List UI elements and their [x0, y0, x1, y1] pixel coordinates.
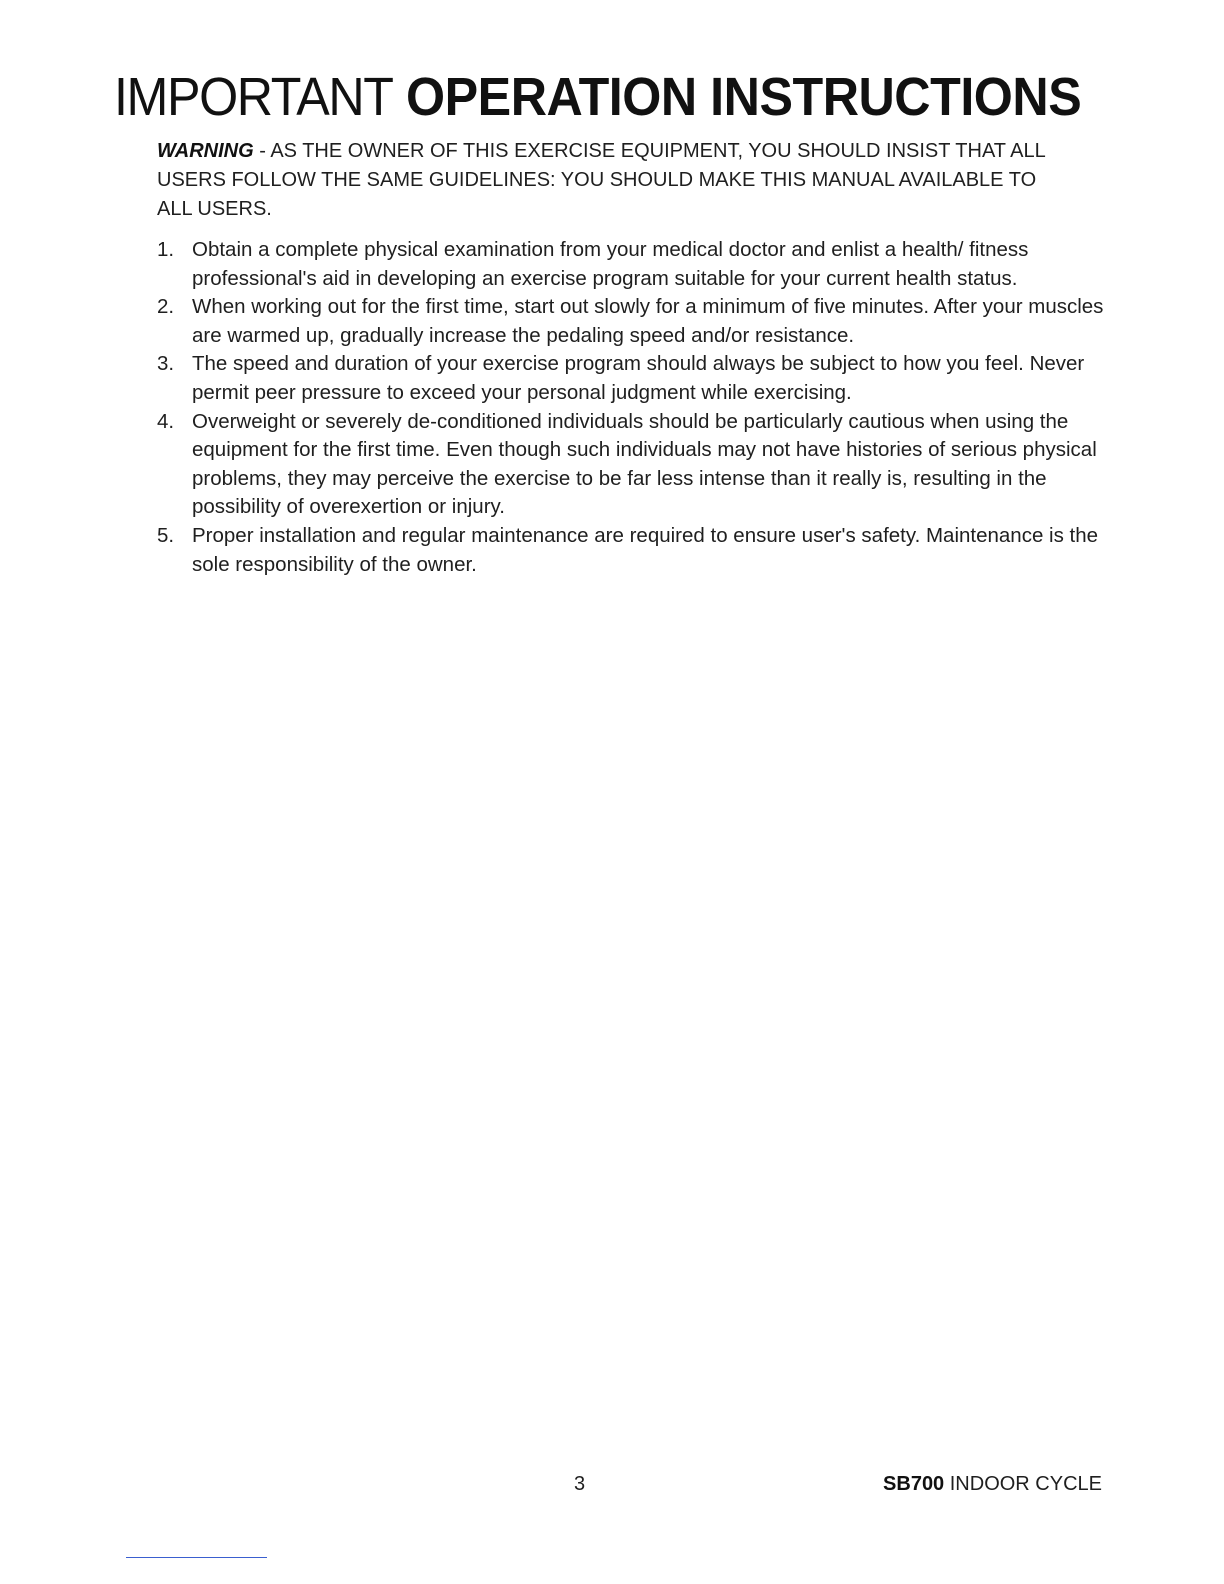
list-item [157, 293, 1107, 350]
list-item-number: 1. [157, 238, 175, 261]
list-item-number: 3. [157, 352, 175, 376]
list-item-text: The speed and duration of your exercise program should always be subject to how you feel. Never permit peer pressure to exceed your personal judgment while exercising. [192, 352, 1085, 404]
list-item-number: 2. [157, 295, 175, 319]
list-item-text: Obtain a complete physical examination from your medical doctor and enlist a health/ fitness professional's aid in developing an exercise program suitable for your current health status. [192, 238, 1029, 290]
list-item-text: When working out for the first time, start out slowly for a minimum of five minutes. After your muscles are warmed up, gradually increase the pedaling speed and/or resistance. [192, 295, 1104, 347]
instructions-list [157, 236, 1107, 579]
list-item [157, 408, 1107, 522]
warning-paragraph [157, 137, 1057, 224]
list-item-text: Overweight or severely de-conditioned individuals should be particularly cautious when using the equipment for the first time. Even though such individuals may not have histories of serious physical problems, they may perceive the exercise to be far less intense than it really is, resulting in the possibility of overexertion or injury. [192, 409, 1097, 519]
list-item-text: Proper installation and regular maintenance are required to ensure user's safety. Maintenance is the sole responsibility of the owner. [192, 523, 1099, 576]
page-title-light: IMPORTANT [114, 67, 393, 127]
footer-product-name [883, 1470, 1102, 1498]
list-item-number: 5. [157, 523, 175, 547]
warning-label: WARNING [157, 140, 254, 162]
list-item [157, 350, 1107, 407]
list-item-number: 4. [157, 409, 175, 433]
list-item [157, 522, 1107, 579]
model-number: SB700 [883, 1473, 945, 1495]
product-type: INDOOR CYCLE [944, 1473, 1102, 1495]
divider-line [126, 1557, 267, 1558]
list-item [157, 236, 1107, 293]
warning-text: - AS THE OWNER OF THIS EXERCISE EQUIPMENT, YOU SHOULD INSIST THAT ALL USERS FOLLOW THE SAME GUIDELINES: YOU SHOULD MAKE THIS MANUAL AVAILABLE TO ALL USERS. [157, 140, 1045, 220]
page-number: 3 [574, 1473, 586, 1495]
page-title [114, 66, 1081, 128]
page-title-bold: OPERATION INSTRUCTIONS [406, 67, 1082, 127]
